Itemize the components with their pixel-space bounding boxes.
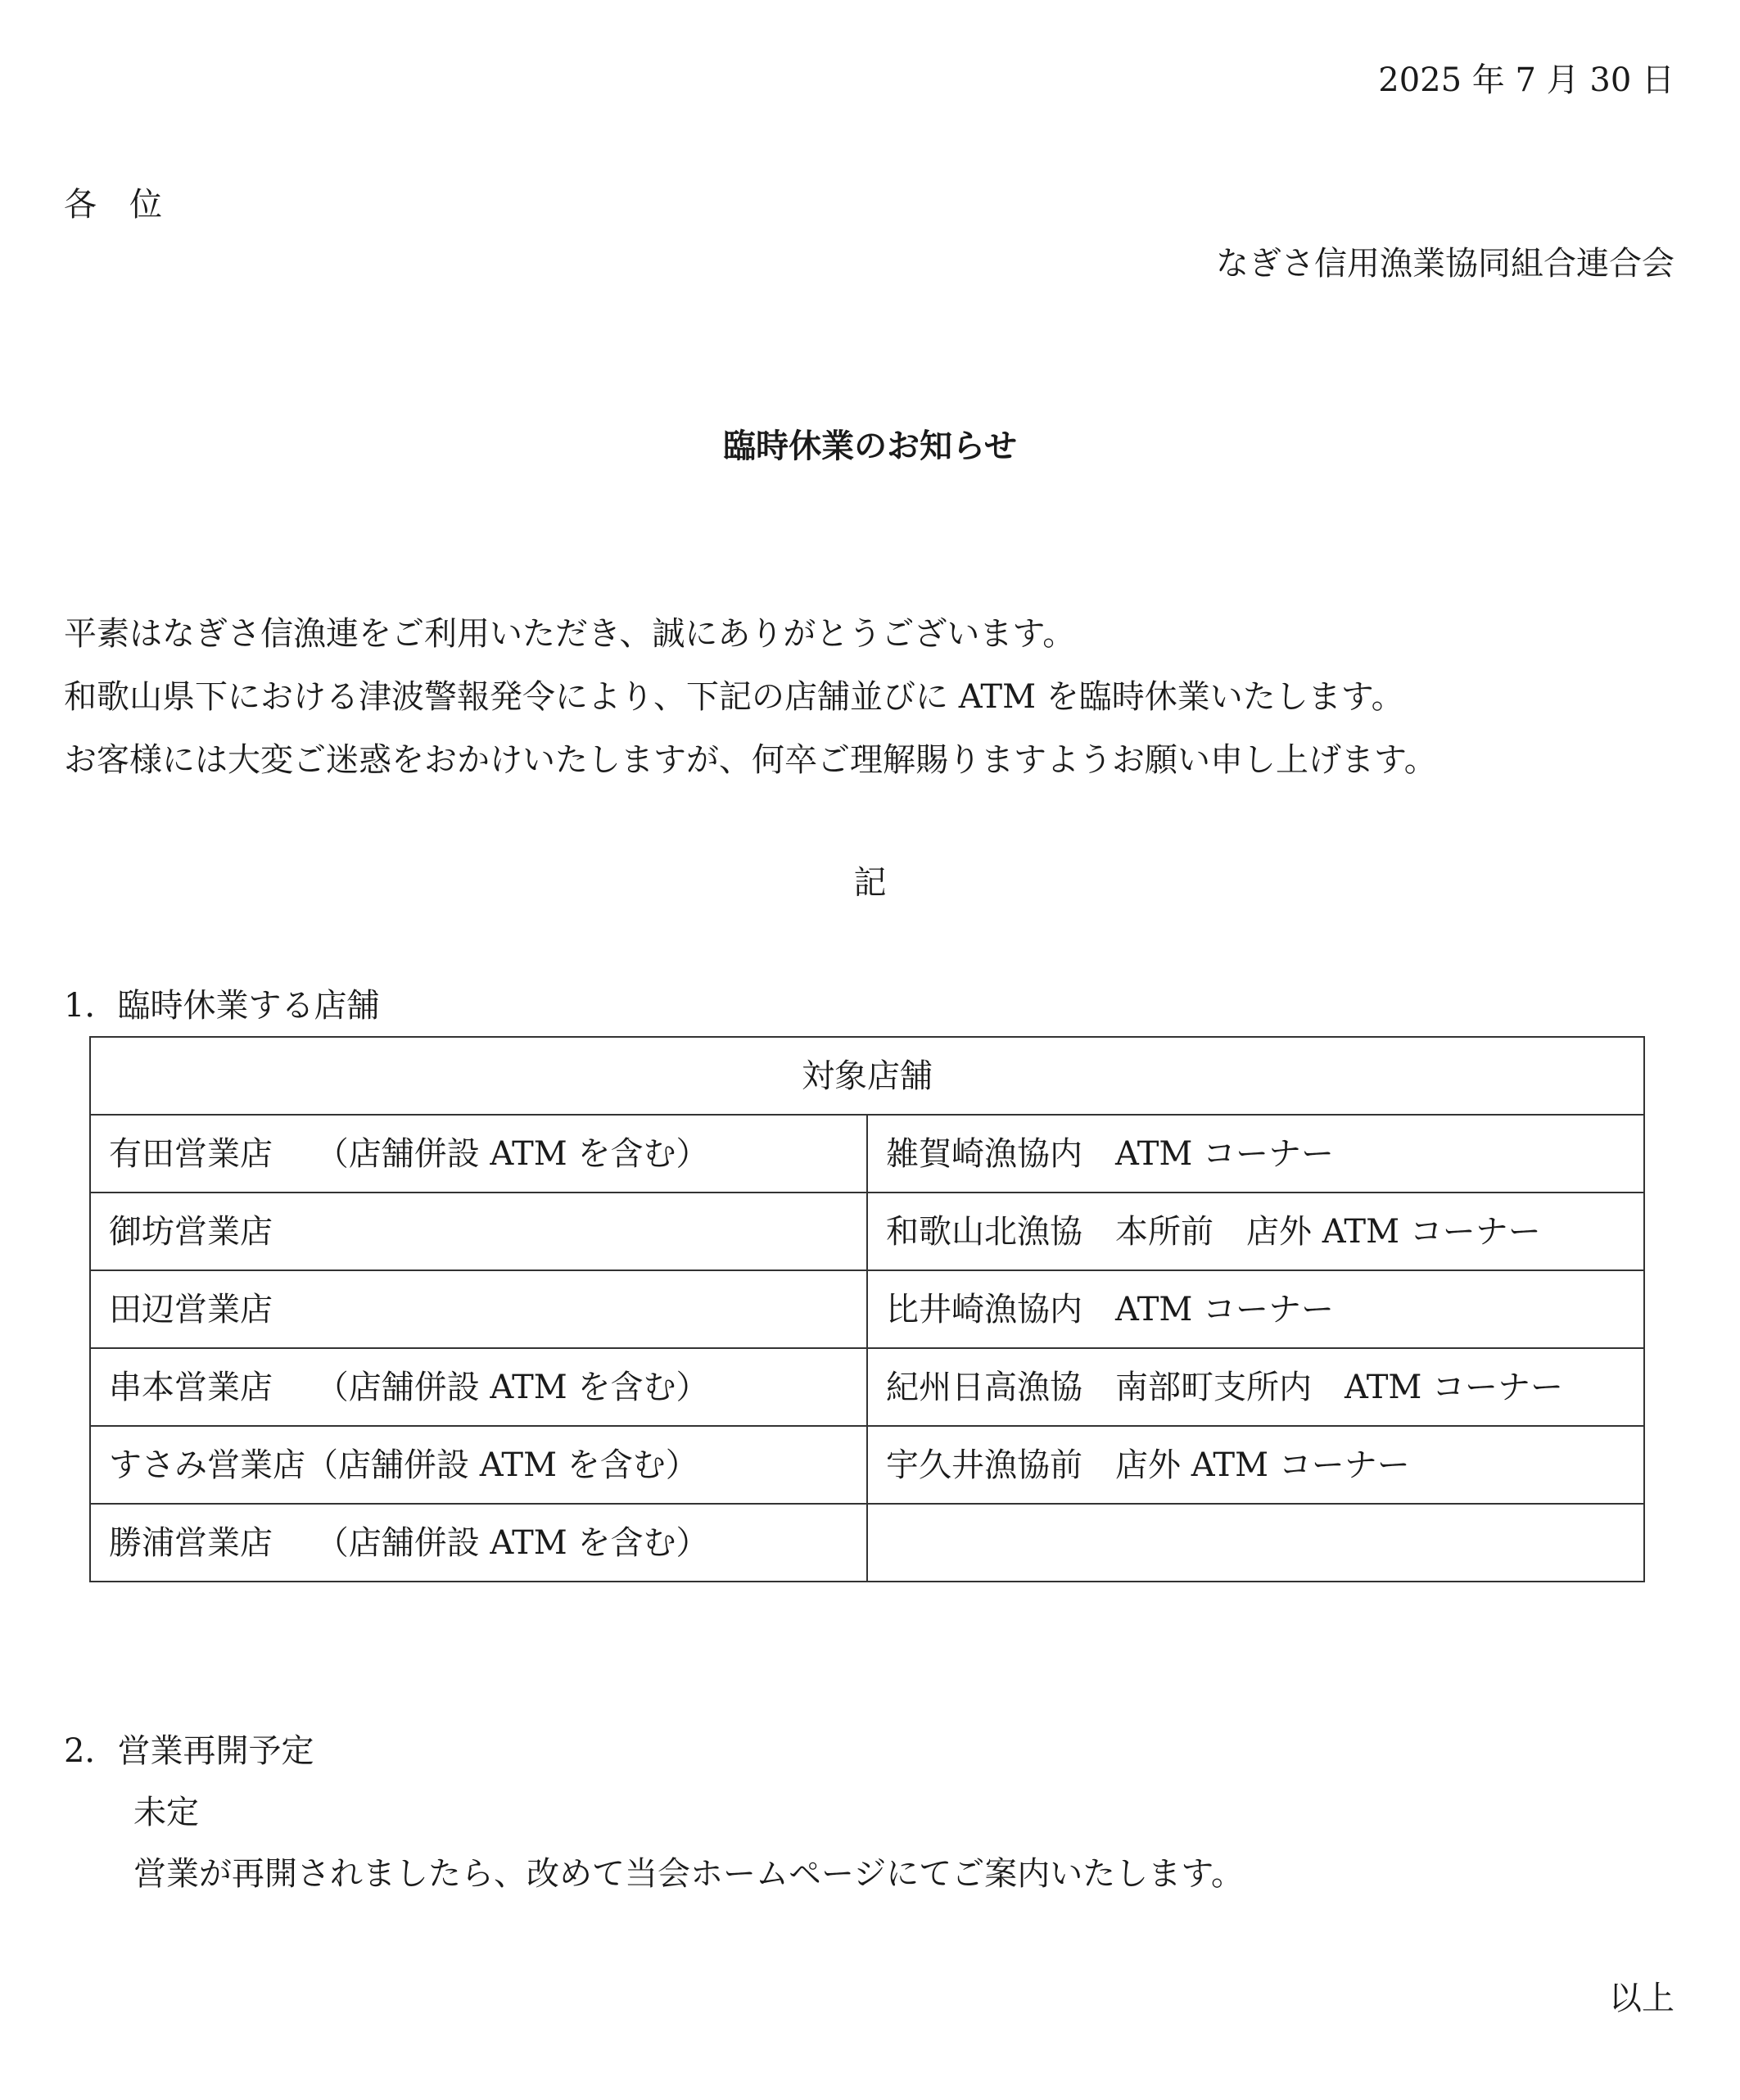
table-row bbox=[90, 1270, 1644, 1348]
reopening-note: 営業が再開されましたら、改めて当会ホームページにてご案内いたします。 bbox=[133, 1855, 1244, 1893]
table-row bbox=[90, 1193, 1644, 1270]
ki-marker: 記 bbox=[853, 864, 887, 902]
notice-title: 臨時休業のお知らせ bbox=[723, 427, 1017, 465]
table-cell: 串本営業店 （店舗併設 ATM を含む） bbox=[90, 1348, 867, 1426]
closing-mark: 以上 bbox=[1609, 1980, 1674, 2017]
table-cell: 和歌山北漁協 本所前 店外 ATM コーナー bbox=[867, 1193, 1644, 1270]
table-cell: すさみ営業店（店舗併設 ATM を含む） bbox=[90, 1426, 867, 1504]
table-row bbox=[90, 1348, 1644, 1426]
table-cell: 宇久井漁協前 店外 ATM コーナー bbox=[867, 1426, 1644, 1504]
table-cell: 有田営業店 （店舗併設 ATM を含む） bbox=[90, 1115, 867, 1193]
closed-stores-table bbox=[89, 1036, 1645, 1582]
body-paragraph-line: お客様には大変ご迷惑をおかけいたしますが、何卒ご理解賜りますようお願い申し上げます。 bbox=[64, 741, 1437, 779]
table-cell: 比井崎漁協内 ATM コーナー bbox=[867, 1270, 1644, 1348]
table-cell: 田辺営業店 bbox=[90, 1270, 867, 1348]
reopening-status: 未定 bbox=[133, 1794, 199, 1831]
table-cell: 雑賀崎漁協内 ATM コーナー bbox=[867, 1115, 1644, 1193]
table-cell: 勝浦営業店 （店舗併設 ATM を含む） bbox=[90, 1504, 867, 1582]
document-date: 2025 年 7 月 30 日 bbox=[1378, 61, 1674, 99]
section2-heading: 2．営業再開予定 bbox=[64, 1732, 314, 1770]
table-row bbox=[90, 1504, 1644, 1582]
section1-heading: 1．臨時休業する店舗 bbox=[64, 987, 380, 1025]
table-header-cell: 対象店舗 bbox=[90, 1037, 1644, 1115]
table-row bbox=[90, 1115, 1644, 1193]
sender-organization: なぎさ信用漁業協同組合連合会 bbox=[1216, 245, 1674, 283]
table-header-row bbox=[90, 1037, 1644, 1115]
table-cell: 紀州日高漁協 南部町支所内 ATM コーナー bbox=[867, 1348, 1644, 1426]
table-row bbox=[90, 1426, 1644, 1504]
body-paragraph-line: 平素はなぎさ信漁連をご利用いただき、誠にありがとうございます。 bbox=[64, 615, 1076, 653]
table-cell: 御坊営業店 bbox=[90, 1193, 867, 1270]
addressee: 各位 bbox=[64, 186, 195, 224]
table-cell bbox=[867, 1504, 1644, 1582]
body-paragraph-line: 和歌山県下における津波警報発令により、下記の店舗並びに ATM を臨時休業いたします。 bbox=[64, 678, 1404, 716]
